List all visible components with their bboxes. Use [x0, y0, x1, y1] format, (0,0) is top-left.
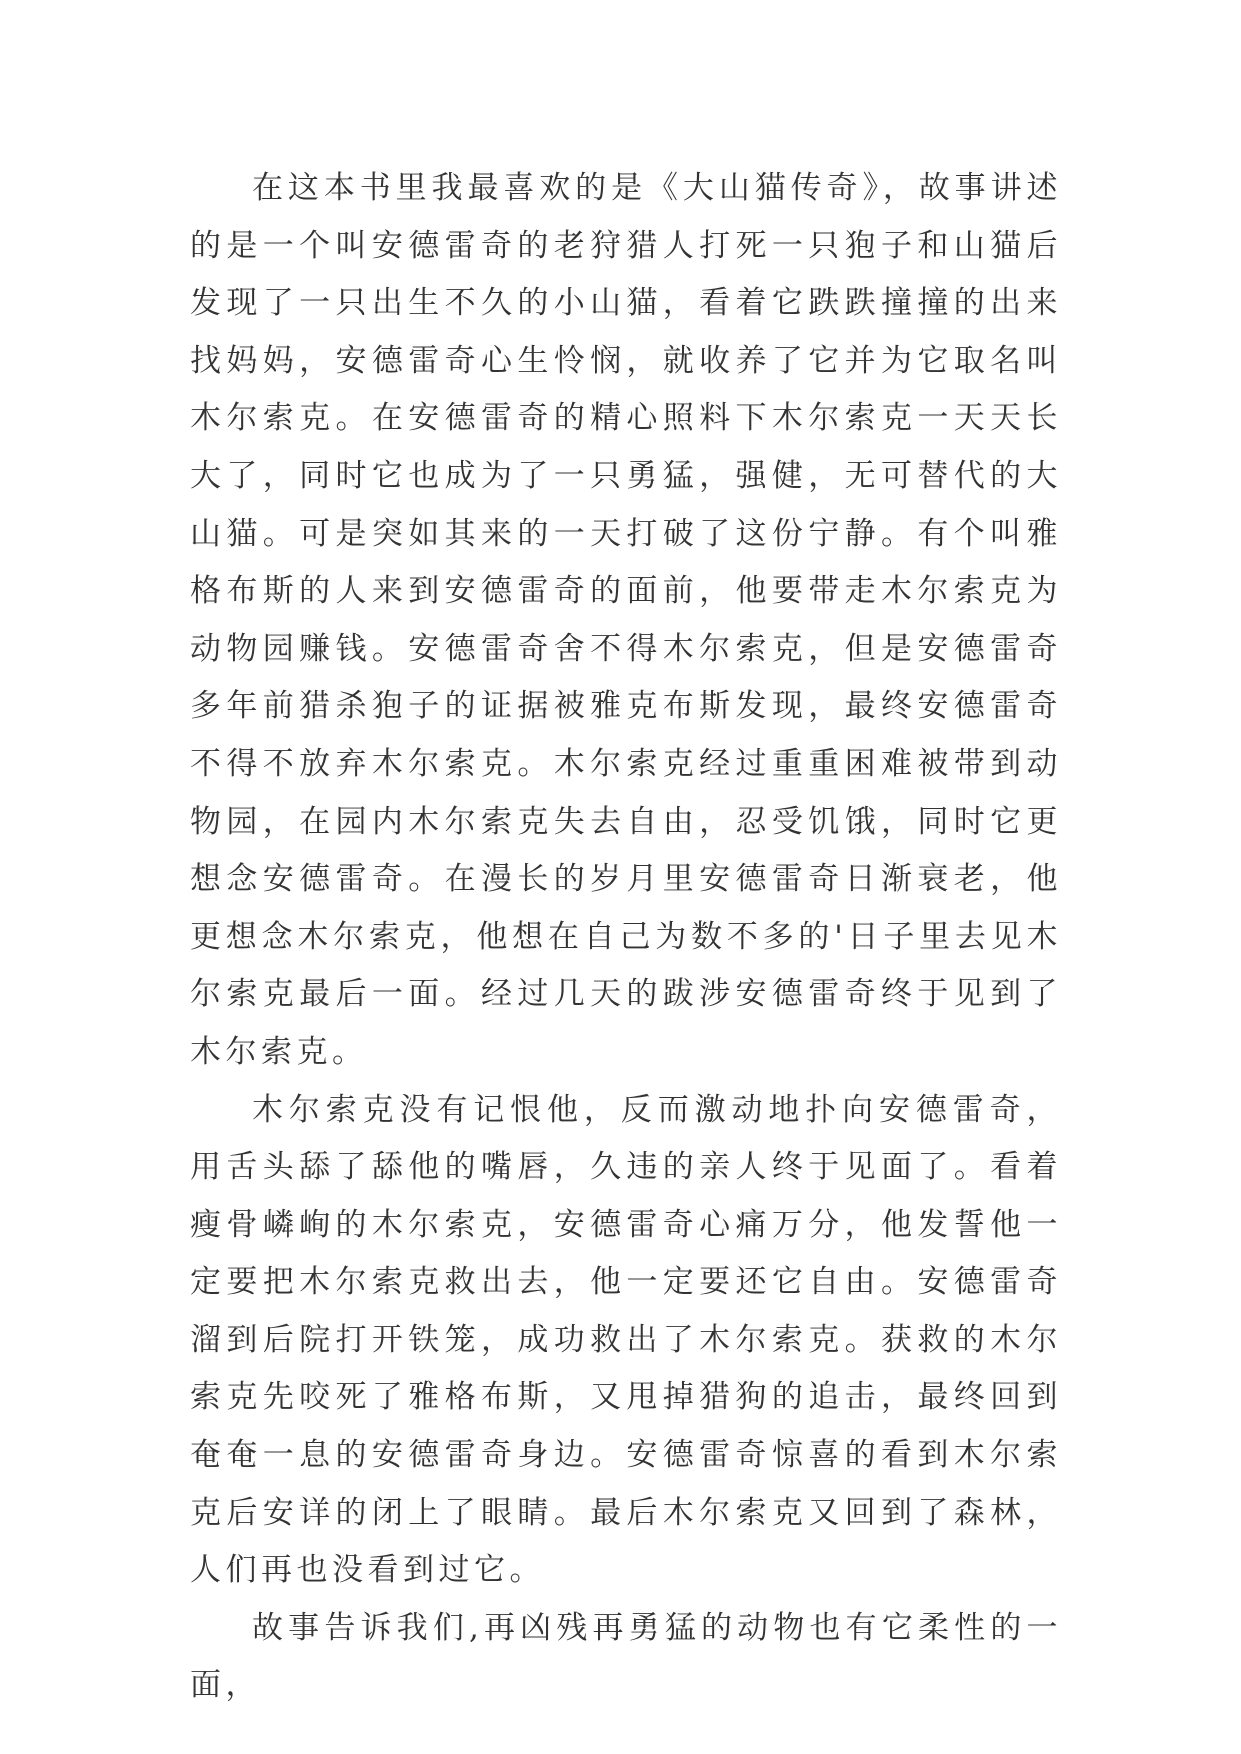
document-body [190, 160, 1062, 1715]
paragraph-1: 在这本书里我最喜欢的是《大山猫传奇》，故事讲述的是一个叫安德雷奇的老狩猎人打死一只狍子和山猫后发现了一只出生不久的小山猫，看着它跌跌撞撞的出来找妈妈，安德雷奇心生怜悯，就收养了它并为它取名叫木尔索克。在安德雷奇的精心照料下木尔索克一天天长大了，同时它也成为了一只勇猛，强健，无可替代的大山猫。可是突如其来的一天打破了这份宁静。有个叫雅格布斯的人来到安德雷奇的面前，他要带走木尔索克为动物园赚钱。安德雷奇舍不得木尔索克，但是安德雷奇多年前猎杀狍子的证据被雅克布斯发现，最终安德雷奇不得不放弃木尔索克。木尔索克经过重重困难被带到动物园，在园内木尔索克失去自由，忍受饥饿，同时它更想念安德雷奇。在漫长的岁月里安德雷奇日渐衰老，他更想念木尔索克，他想在自己为数不多的'日子里去见木尔索克最后一面。经过几天的跋涉安德雷奇终于见到了木尔索克。 [190, 170, 1062, 1070]
paragraph-3: 故事告诉我们,再凶残再勇猛的动物也有它柔性的一面， [190, 1609, 1062, 1704]
paragraph-2: 木尔索克没有记恨他，反而激动地扑向安德雷奇，用舌头舔了舔他的嘴唇，久违的亲人终于见面了。看着瘦骨嶙峋的木尔索克，安德雷奇心痛万分，他发誓他一定要把木尔索克救出去，他一定要还它自由。安德雷奇溜到后院打开铁笼，成功救出了木尔索克。获救的木尔索克先咬死了雅格布斯，又甩掉猎狗的追击，最终回到奄奄一息的安德雷奇身边。安德雷奇惊喜的看到木尔索克后安详的闭上了眼睛。最后木尔索克又回到了森林，人们再也没看到过它。 [190, 1091, 1062, 1589]
